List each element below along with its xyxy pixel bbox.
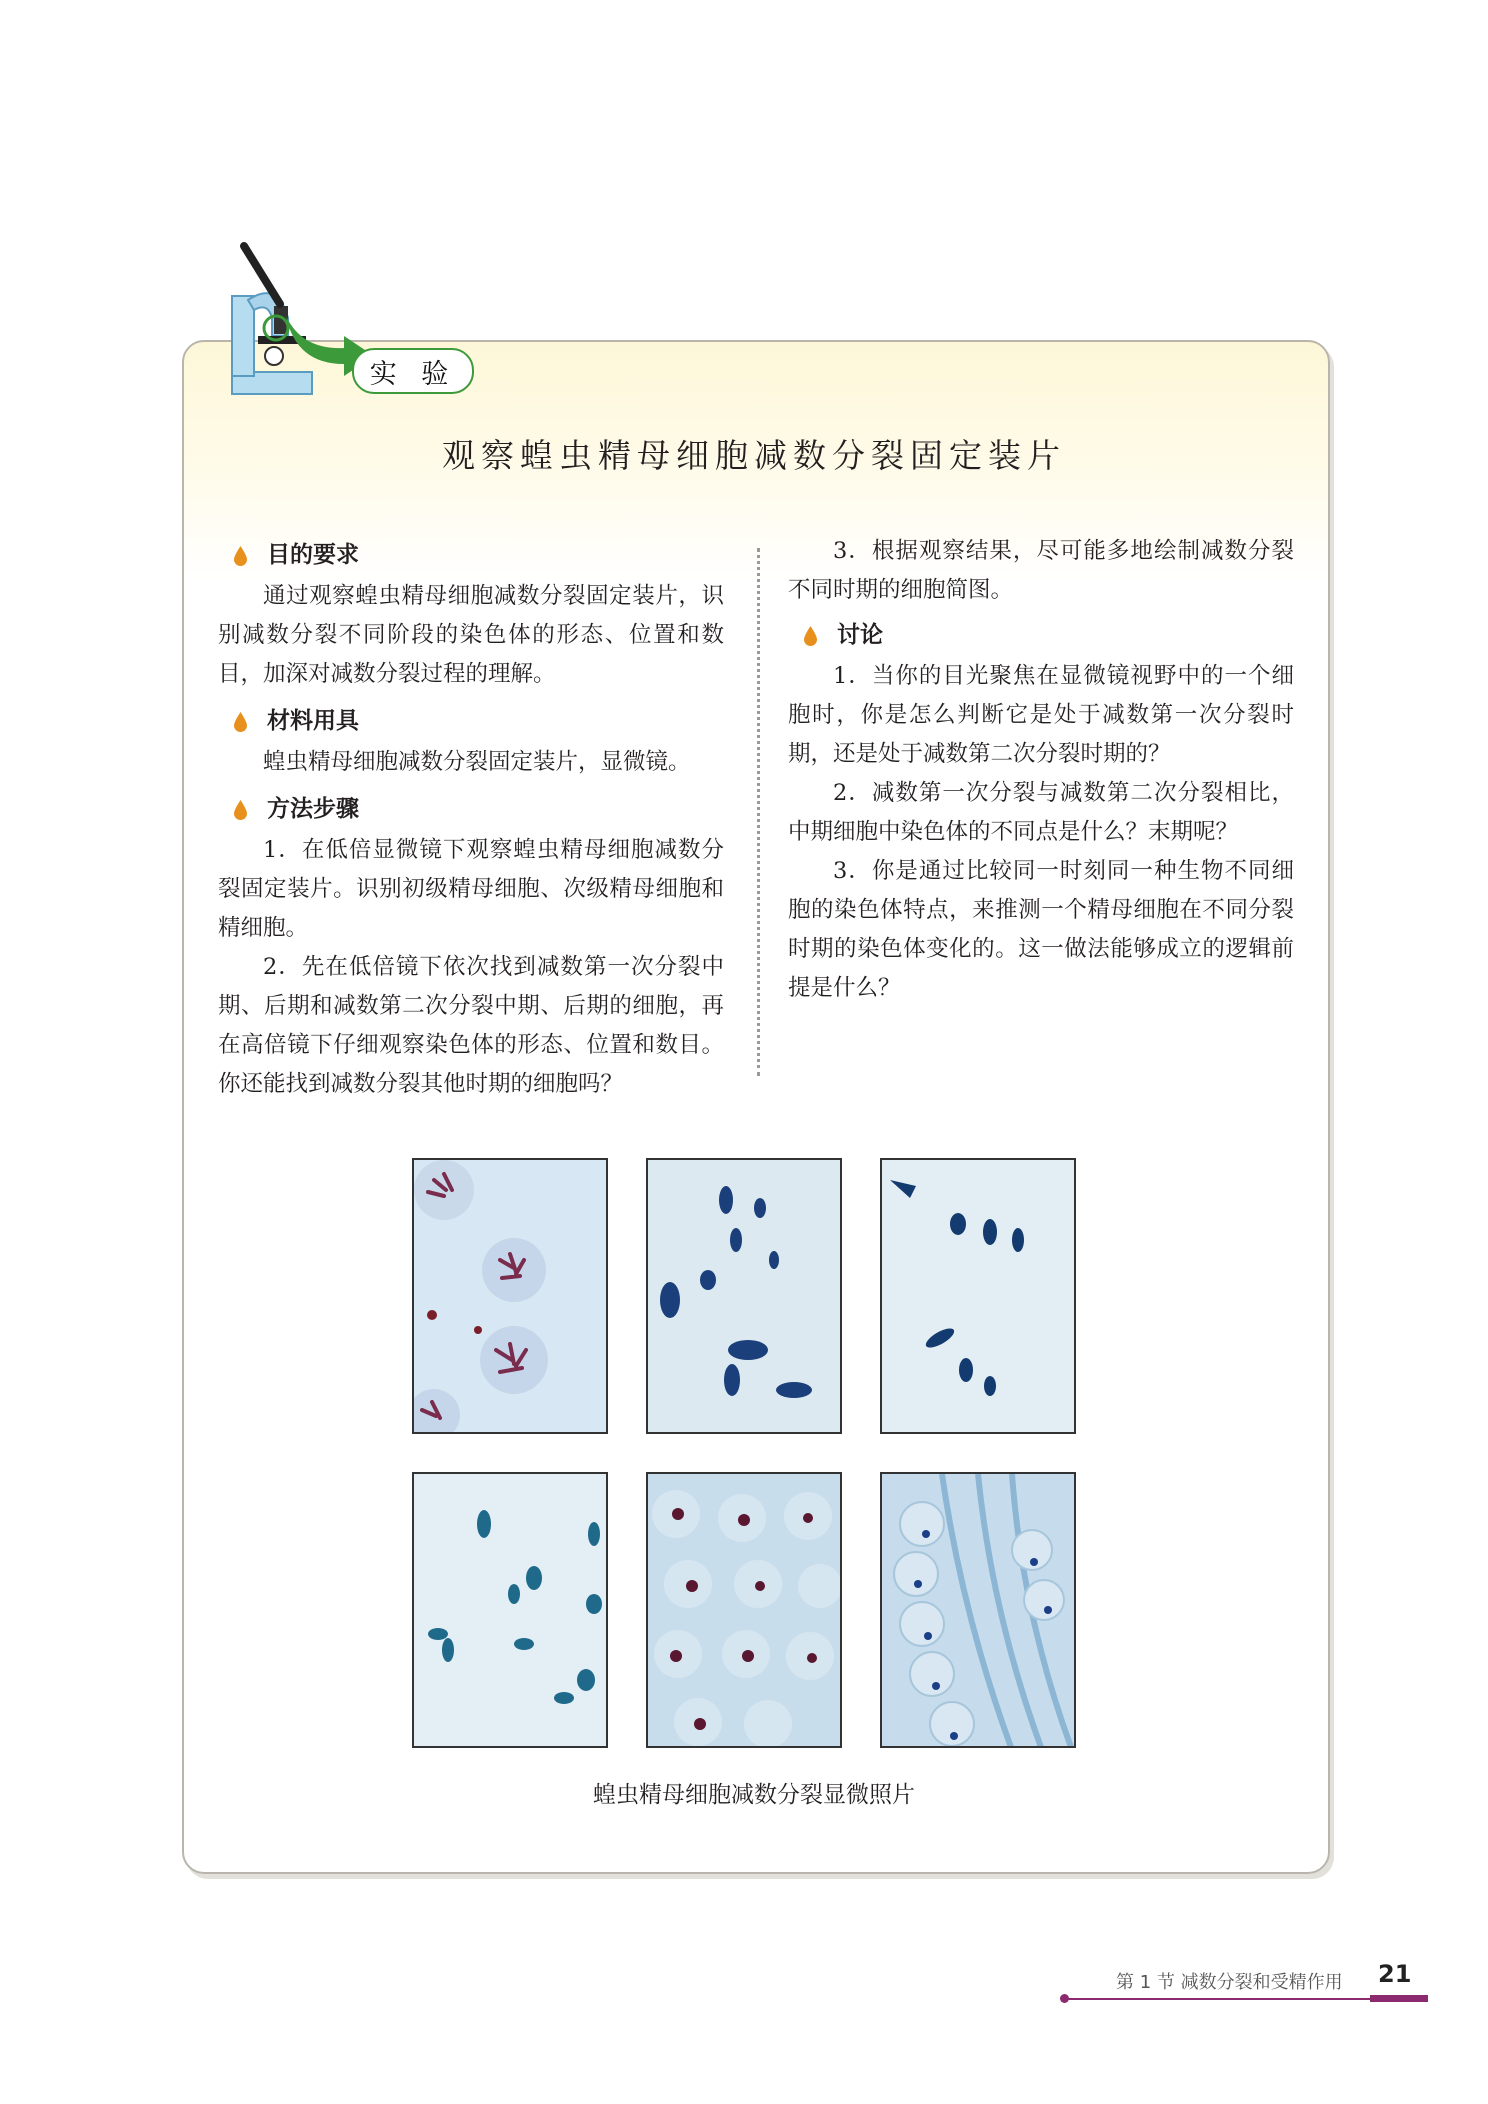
right-column (788, 532, 1294, 1008)
column-divider (757, 548, 760, 1076)
section-heading-steps (232, 790, 724, 829)
left-column (218, 532, 724, 1104)
micrograph-photo (412, 1472, 608, 1748)
figure-caption: 蝗虫精母细胞减数分裂显微照片 (593, 1782, 915, 1808)
section-heading-aim (232, 536, 724, 575)
micrograph-photo (412, 1158, 608, 1434)
step-1-text: 1．在低倍显微镜下观察蝗虫精母细胞减数分裂固定装片。识别初级精母细胞、次级精母细胞和精细胞。 (218, 837, 724, 941)
footer-section-title: 第 1 节 减数分裂和受精作用 (1116, 1972, 1343, 1993)
materials-text: 蝗虫精母细胞减数分裂固定装片，显微镜。 (263, 749, 691, 775)
footer-bar (1370, 1995, 1428, 2002)
heading-text: 方法步骤 (267, 796, 359, 822)
page-title: 观察蝗虫精母细胞减数分裂固定装片 (442, 436, 1066, 475)
section-heading-materials (232, 702, 724, 741)
heading-text: 材料用具 (267, 708, 359, 734)
step-3-text: 3．根据观察结果，尽可能多地绘制减数分裂不同时期的细胞简图。 (788, 538, 1294, 603)
discussion-q3: 3．你是通过比较同一时刻同一种生物不同细胞的染色体特点，来推测一个精母细胞在不同分裂时期的染色体变化的。这一做法能够成立的逻辑前提是什么？ (788, 858, 1294, 1001)
micrograph-photo (646, 1158, 842, 1434)
discussion-q1: 1．当你的目光聚焦在显微镜视野中的一个细胞时，你是怎么判断它是处于减数第一次分裂时期，还是处于减数第二次分裂时期的？ (788, 663, 1294, 767)
aim-text: 通过观察蝗虫精母细胞减数分裂固定装片，识别减数分裂不同阶段的染色体的形态、位置和数目，加深对减数分裂过程的理解。 (218, 583, 724, 687)
discussion-q2: 2．减数第一次分裂与减数第二次分裂相比，中期细胞中染色体的不同点是什么？末期呢？ (788, 780, 1294, 845)
heading-text: 讨论 (837, 622, 883, 648)
micrograph-photo (880, 1158, 1076, 1434)
page-number: 21 (1378, 1960, 1412, 1988)
drop-icon (802, 625, 819, 647)
micrograph-photo (646, 1472, 842, 1748)
heading-text: 目的要求 (267, 542, 359, 568)
micrograph-photo (880, 1472, 1076, 1748)
drop-icon (232, 711, 249, 733)
drop-icon (232, 545, 249, 567)
experiment-badge: 实 验 (352, 348, 474, 394)
drop-icon (232, 799, 249, 821)
step-2-text: 2．先在低倍镜下依次找到减数第一次分裂中期、后期和减数第二次分裂中期、后期的细胞，再在高倍镜下仔细观察染色体的形态、位置和数目。你还能找到减数分裂其他时期的细胞吗？ (218, 954, 724, 1097)
section-heading-discussion (802, 616, 1294, 655)
footer-line (1065, 1998, 1370, 2000)
